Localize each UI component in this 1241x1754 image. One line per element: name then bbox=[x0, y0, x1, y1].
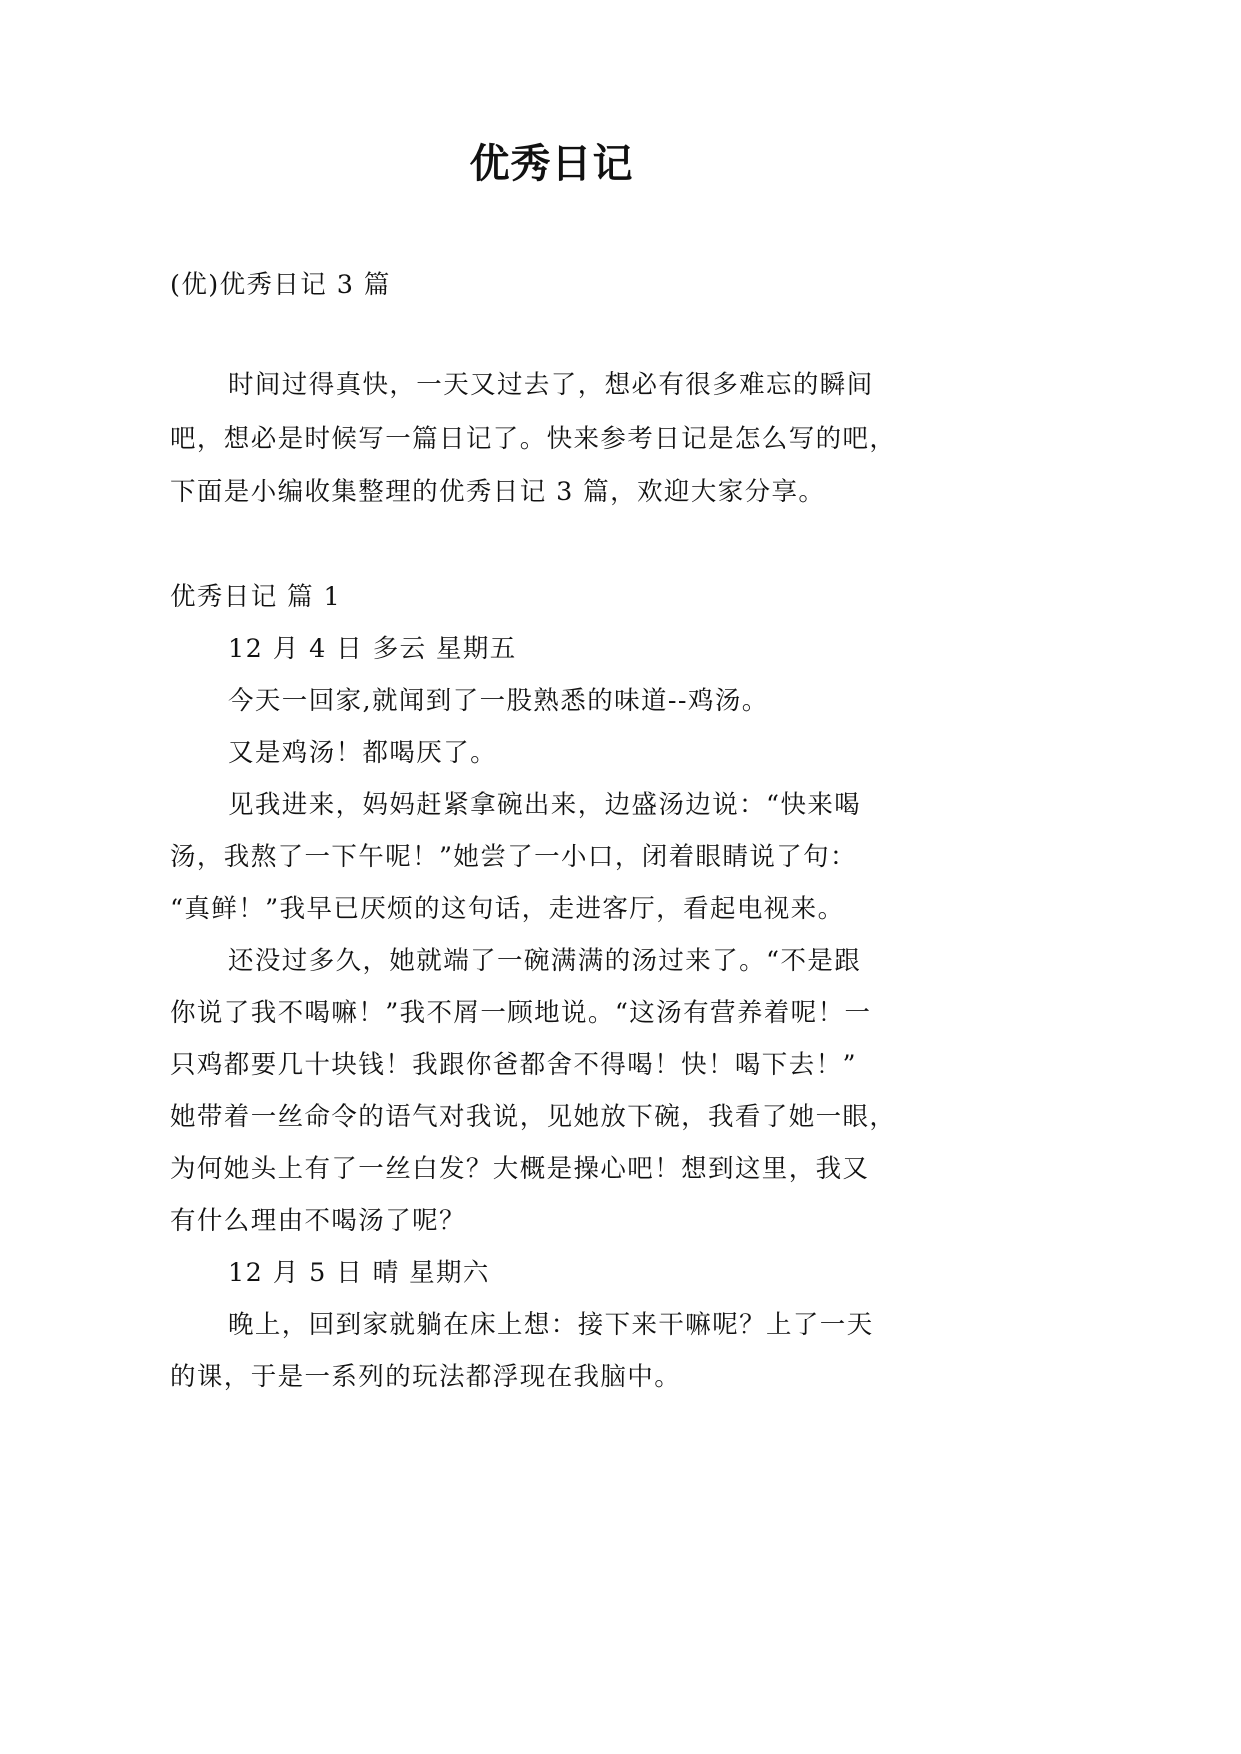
section-heading: 优秀日记 篇 1 bbox=[170, 582, 342, 612]
paragraph-line: 今天一回家,就闻到了一股熟悉的味道--鸡汤。 bbox=[228, 686, 769, 716]
paragraph-line: 为何她头上有了一丝白发？大概是操心吧！想到这里，我又 bbox=[170, 1154, 870, 1184]
paragraph-line: 她带着一丝命令的语气对我说，见她放下碗，我看了她一眼， bbox=[170, 1102, 897, 1132]
paragraph-line: 汤，我熬了一下午呢！”她尝了一小口，闭着眼睛说了句： bbox=[170, 842, 857, 872]
document-title: 优秀日记 bbox=[469, 141, 634, 187]
intro-line: 吧，想必是时候写一篇日记了。快来参考日记是怎么写的吧， bbox=[170, 424, 897, 454]
paragraph-line: 又是鸡汤！都喝厌了。 bbox=[228, 738, 498, 768]
paragraph-line: 你说了我不喝嘛！”我不屑一顾地说。“这汤有营养着呢！一 bbox=[170, 998, 872, 1028]
paragraph-line: 有什么理由不喝汤了呢？ bbox=[170, 1206, 466, 1236]
document-subtitle: (优)优秀日记 3 篇 bbox=[170, 270, 391, 300]
entry-date: 12 月 5 日 晴 星期六 bbox=[228, 1258, 490, 1288]
paragraph-line: 的课，于是一系列的玩法都浮现在我脑中。 bbox=[170, 1362, 682, 1392]
paragraph-line: 晚上，回到家就躺在床上想：接下来干嘛呢？上了一天 bbox=[228, 1310, 874, 1340]
entry-date: 12 月 4 日 多云 星期五 bbox=[228, 634, 517, 664]
paragraph-line: 见我进来，妈妈赶紧拿碗出来，边盛汤边说：“快来喝 bbox=[228, 790, 862, 820]
paragraph-line: 只鸡都要几十块钱！我跟你爸都舍不得喝！快！喝下去！” bbox=[170, 1050, 857, 1080]
intro-line: 下面是小编收集整理的优秀日记 3 篇，欢迎大家分享。 bbox=[170, 477, 826, 507]
paragraph-line: 还没过多久，她就端了一碗满满的汤过来了。“不是跟 bbox=[228, 946, 862, 976]
intro-line: 时间过得真快，一天又过去了，想必有很多难忘的瞬间 bbox=[228, 370, 874, 400]
paragraph-line: “真鲜！”我早已厌烦的这句话，走进客厅，看起电视来。 bbox=[170, 894, 845, 924]
